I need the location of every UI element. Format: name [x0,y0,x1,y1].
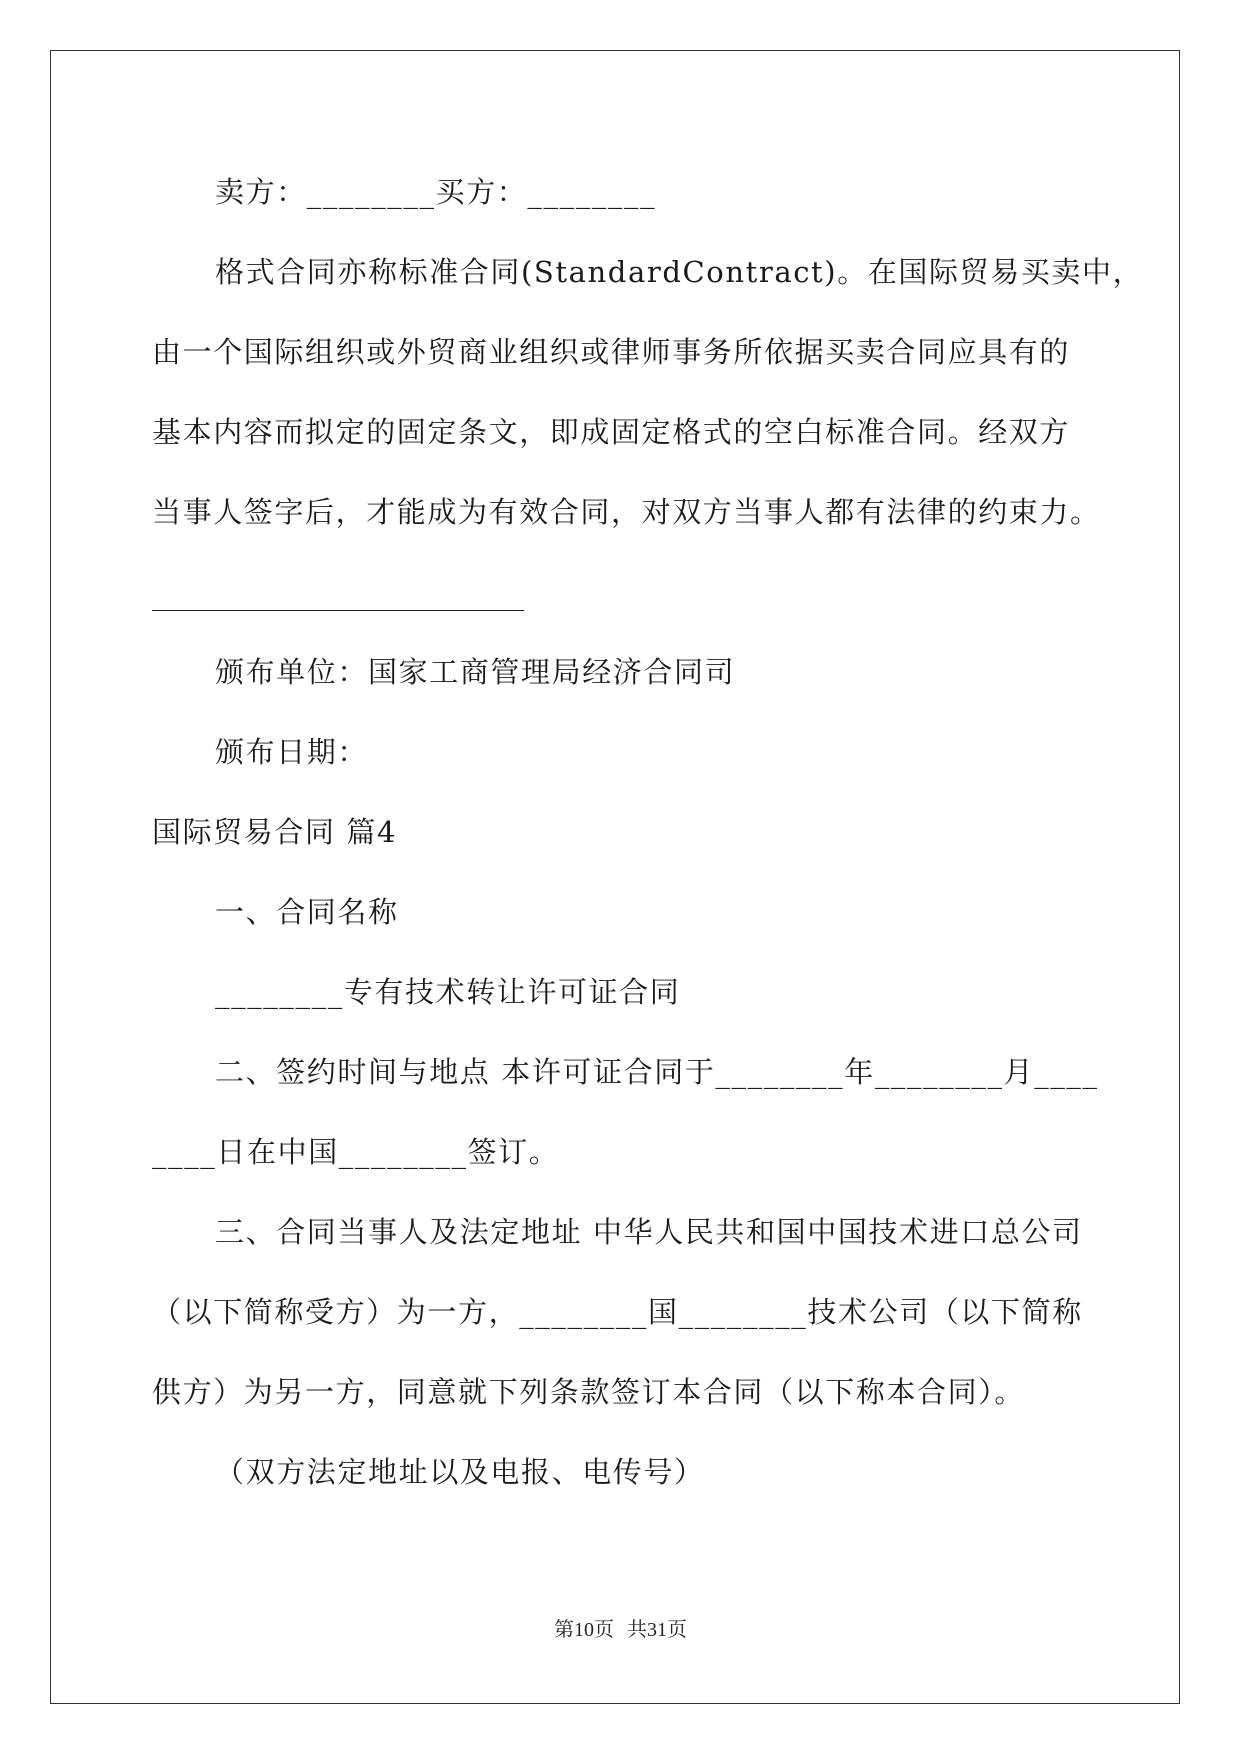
paragraph-line: 供方）为另一方，同意就下列条款签订本合同（以下称本合同）。 [152,1375,1025,1409]
issue-date-line: 颁布日期： [215,735,369,769]
paragraph-line: 基本内容而拟定的固定条文，即成固定格式的空白标准合同。经双方 [152,415,1071,449]
paragraph-line: ________专有技术转让许可证合同 [215,975,681,1009]
clause-heading: 二、签约时间与地点 本许可证合同于________年________月____ [215,1055,1099,1089]
page-total: 共31页 [627,1619,687,1641]
paragraph-line: （以下简称受方）为一方，________国________技术公司（以下简称 [152,1295,1083,1329]
page-number: 第10页 [554,1619,614,1641]
paragraph-line: 格式合同亦称标准合同(StandardContract)。在国际贸易买卖中， [215,255,1144,289]
page-footer [0,1618,1241,1642]
separator-line [152,610,524,611]
paragraph-line: ____日在中国________签订。 [152,1135,560,1169]
section-heading: 国际贸易合同 篇4 [152,815,398,849]
paragraph-line: 当事人签字后，才能成为有效合同，对双方当事人都有法律的约束力。 [152,495,1101,529]
paragraph-line: （双方法定地址以及电报、电传号） [215,1455,705,1489]
clause-heading: 三、合同当事人及法定地址 中华人民共和国中国技术进口总公司 [215,1215,1083,1249]
issuer-line: 颁布单位：国家工商管理局经济合同司 [215,655,736,689]
buyer-seller-line: 卖方：________买方：________ [215,175,657,209]
clause-heading: 一、合同名称 [215,895,399,929]
paragraph-line: 由一个国际组织或外贸商业组织或律师事务所依据买卖合同应具有的 [152,335,1071,369]
